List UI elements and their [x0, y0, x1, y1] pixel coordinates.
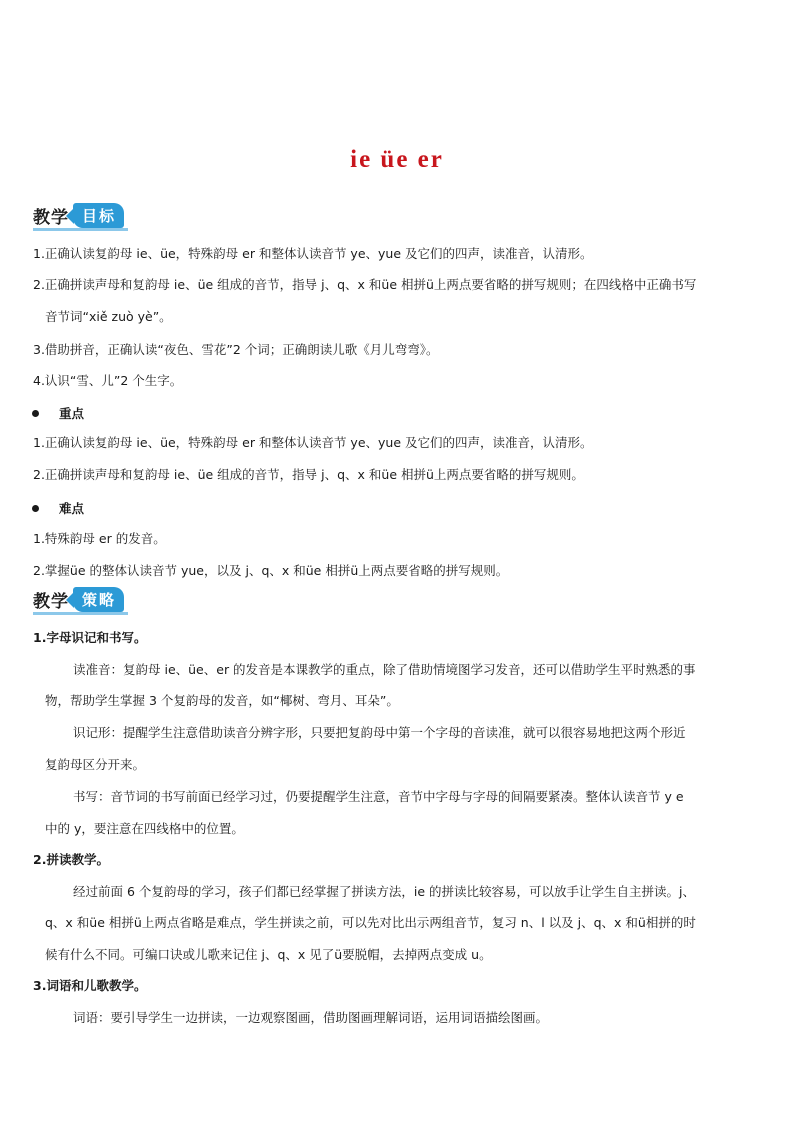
difficulties-label: 难点	[59, 501, 85, 516]
paragraph-line: 候有什么不同。可编口诀或儿歌来记住 j、q、x 见了ü要脱帽，去掉两点变成 u。	[45, 947, 492, 962]
page-title: ie üe er	[350, 146, 444, 173]
paragraph-line: 物，帮助学生掌握 3 个复韵母的发音，如“椰树、弯月、耳朵”。	[45, 693, 399, 708]
paragraph-line: 中的 y，要注意在四线格中的位置。	[45, 821, 244, 836]
section-heading-tag: 策略	[73, 587, 124, 612]
goal-item: 1.正确认读复韵母 ie、üe，特殊韵母 er 和整体认读音节 ye、yue 及它们的四声，读准音，认清形。	[33, 246, 593, 261]
key-points-heading	[32, 404, 84, 422]
paragraph-line: 识记形：提醒学生注意借助读音分辨字形，只要把复韵母中第一个字母的音读准，就可以很容易地把这两个形近	[73, 725, 686, 740]
difficulty-item: 2.掌握üe 的整体认读音节 yue，以及 j、q、x 和üe 相拼ü上两点要省略的拼写规则。	[33, 563, 509, 578]
paragraph-line: q、x 和üe 相拼ü上两点省略是难点，学生拼读之前，可以先对比出示两组音节，复习 n、l 以及 j、q、x 和ü相拼的时	[45, 915, 696, 930]
paragraph-line: 经过前面 6 个复韵母的学习，孩子们都已经掌握了拼读方法，ie 的拼读比较容易，可以放手让学生自主拼读。j、	[73, 884, 696, 899]
goal-item: 2.正确拼读声母和复韵母 ie、üe 组成的音节，指导 j、q、x 和üe 相拼ü上两点要省略的拼写规则；在四线格中正确书写	[33, 277, 697, 292]
section-heading-strategy	[33, 586, 124, 612]
goal-item: 3.借助拼音，正确认读“夜色、雪花”2 个词；正确朗读儿歌《月儿弯弯》。	[33, 342, 439, 357]
strategy-subheading: 1.字母识记和书写。	[33, 630, 147, 645]
section-heading-prefix: 教学	[33, 591, 69, 612]
goal-item-continuation: 音节词“xiě zuò yè”。	[45, 309, 172, 324]
difficulties-heading	[32, 499, 84, 517]
goal-item: 4.认识“雪、儿”2 个生字。	[33, 373, 183, 388]
key-points-label: 重点	[59, 406, 85, 421]
bullet-icon	[32, 505, 39, 512]
section-heading-underline	[33, 228, 128, 231]
paragraph-line: 书写：音节词的书写前面已经学习过，仍要提醒学生注意，音节中字母与字母的间隔要紧凑。整体认读音节 y e	[73, 789, 684, 804]
bullet-icon	[32, 410, 39, 417]
section-heading-underline	[33, 612, 128, 615]
paragraph-line: 复韵母区分开来。	[45, 757, 146, 772]
section-heading-prefix: 教学	[33, 207, 69, 228]
strategy-subheading: 2.拼读教学。	[33, 852, 109, 867]
section-heading-tag: 目标	[73, 203, 124, 228]
difficulty-item: 1.特殊韵母 er 的发音。	[33, 531, 166, 546]
strategy-subheading: 3.词语和儿歌教学。	[33, 978, 147, 993]
key-point-item: 2.正确拼读声母和复韵母 ie、üe 组成的音节，指导 j、q、x 和üe 相拼ü上两点要省略的拼写规则。	[33, 467, 584, 482]
section-heading-goals	[33, 202, 124, 228]
paragraph-line: 词语：要引导学生一边拼读，一边观察图画，借助图画理解词语，运用词语描绘图画。	[73, 1010, 549, 1025]
paragraph-line: 读准音：复韵母 ie、üe、er 的发音是本课教学的重点，除了借助情境图学习发音，还可以借助学生平时熟悉的事	[73, 662, 696, 677]
key-point-item: 1.正确认读复韵母 ie、üe，特殊韵母 er 和整体认读音节 ye、yue 及它们的四声，读准音，认清形。	[33, 435, 593, 450]
